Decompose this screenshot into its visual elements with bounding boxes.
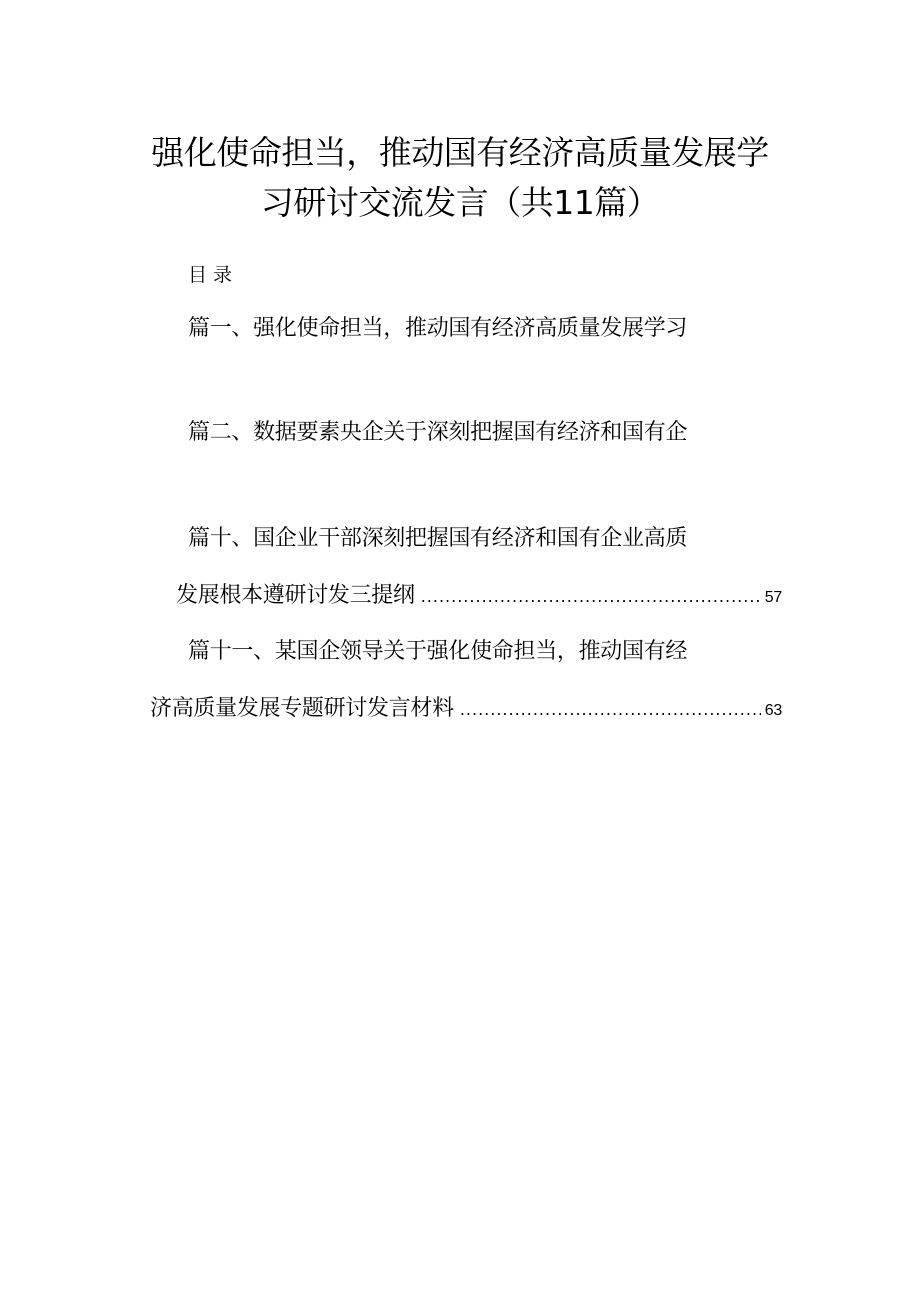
toc-heading: 目录 [188, 264, 239, 286]
toc-entry-10-line-1[interactable]: 篇十、国企业干部深刻把握国有经济和国有企业高质 [188, 526, 688, 551]
toc-dot-leader [460, 695, 761, 725]
document-title [130, 128, 790, 228]
toc-page-number: 57 [764, 589, 782, 606]
toc-entry-11-line-2[interactable] [150, 694, 782, 726]
toc-dot-leader [421, 582, 761, 612]
toc-page-number: 63 [764, 702, 782, 719]
toc-entry-2[interactable]: 篇二、数据要素央企关于深刻把握国有经济和国有企 [188, 420, 688, 445]
toc-entry-10-text: 发展根本遵研讨发三提纲 [176, 583, 415, 608]
toc-entry-1[interactable]: 篇一、强化使命担当，推动国有经济高质量发展学习 [188, 316, 688, 341]
toc-entry-10-line-2[interactable] [176, 581, 782, 613]
document-title-line-1: 强化使命担当，推动国有经济高质量发展学 [151, 133, 769, 172]
document-title-line-2: 习研讨交流发言（共11篇） [260, 183, 660, 222]
toc-entry-11-text: 济高质量发展专题研讨发言材料 [150, 696, 454, 721]
toc-entry-11-line-1[interactable]: 篇十一、某国企领导关于强化使命担当，推动国有经 [188, 639, 688, 664]
